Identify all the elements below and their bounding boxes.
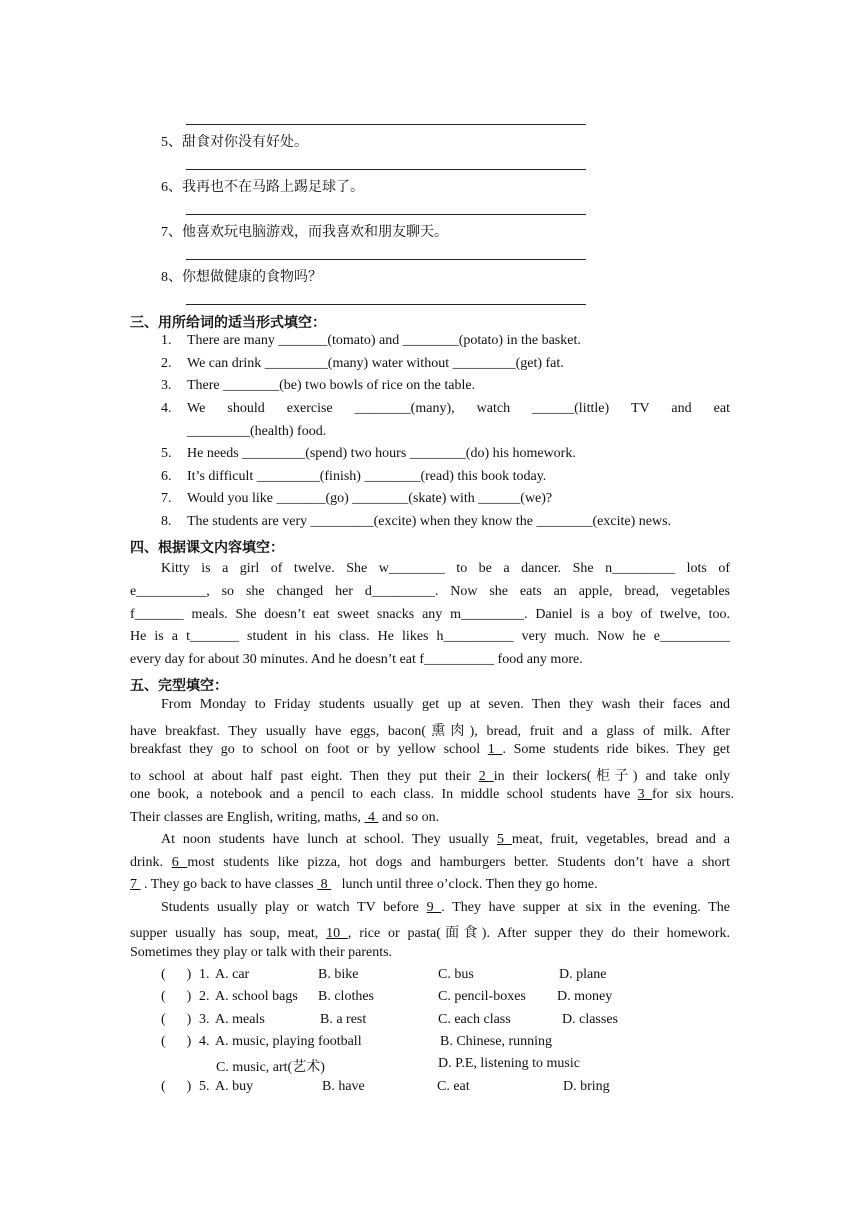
answer-bracket: ( ) [161,1034,192,1049]
option-b: B. bike [318,967,359,982]
answer-line [186,259,586,260]
option-a: A. buy [215,1079,254,1094]
passage-line: to school at about half past eight. Then they put their 2 in their lockers(柜子) and take only [130,769,731,784]
passage-line: At noon students have lunch at school. They usually 5 meat, fruit, vegetables, bread and a [161,832,730,847]
translation-item: 5、甜食对你没有好处。 [161,135,308,150]
option-b: B. Chinese, running [440,1034,552,1049]
passage-line: 7 . They go back to have classes 8 lunch until three o’clock. Then they go home. [130,877,598,892]
exercise-item: He needs _________(spend) two hours ________(do) his homework. [187,446,576,461]
exercise-item: The students are very _________(excite) when they know the ________(excite) news. [187,514,672,529]
option-c: C. each class [438,1012,511,1027]
passage-line: From Monday to Friday students usually get up at seven. Then they wash their faces and [161,697,730,712]
exercise-item: We can drink _________(many) water without _________(get) fat. [187,356,564,371]
exercise-item: We should exercise ________(many), watch ______(little) TV and eat [187,401,730,416]
option-a: A. car [215,967,250,982]
exercise-item: There ________(be) two bowls of rice on the table. [187,378,476,393]
option-c: C. pencil-boxes [438,989,526,1004]
blank-8: 8 [317,877,332,892]
blank-4: 4 [364,810,379,825]
blank-1: 1 [487,742,503,757]
translation-item: 6、我再也不在马路上踢足球了。 [161,180,364,195]
option-d: D. bring [563,1079,610,1094]
answer-bracket: ( ) [161,1079,192,1094]
passage-line: Their classes are English, writing, maths, 4 and so on. [130,810,440,825]
blank-2: 2 [478,769,494,784]
passage-line: Students usually play or watch TV before 9 . They have supper at six in the evening. The [161,900,730,915]
passage-line: every day for about 30 minutes. And he doesn’t eat f__________ food any more. [130,652,583,667]
section-heading: 四、根据课文内容填空： [130,541,284,556]
item-number: 5. [161,446,172,461]
answer-line [186,304,586,305]
option-c: C. music, art(艺术) [216,1060,325,1075]
option-a: A. school bags [215,989,298,1004]
answer-bracket: ( ) [161,967,192,982]
passage-line: have breakfast. They usually have eggs, bacon(熏肉), bread, fruit and a glass of milk. After [130,724,730,739]
option-b: B. clothes [318,989,374,1004]
translation-item: 7、他喜欢玩电脑游戏，而我喜欢和朋友聊天。 [161,225,448,240]
passage-line: supper usually has soup, meat, 10 , rice or pasta(面食). After supper they do their homework. [130,926,730,941]
passage-line: He is a t_______ student in his class. He likes h__________ very much. Now he e__________ [130,629,730,644]
answer-bracket: ( ) [161,989,192,1004]
choice-number: 1. [199,967,210,982]
passage-line: e__________, so she changed her d_________. Now she eats an apple, bread, vegetables [130,584,730,599]
exercise-item-continuation: _________(health) food. [187,424,327,439]
passage-line: f_______ meals. She doesn’t eat sweet snacks any m_________. Daniel is a boy of twelve, too. [130,607,730,622]
option-d: D. P.E, listening to music [438,1056,580,1071]
answer-line [186,169,586,170]
choice-number: 5. [199,1079,210,1094]
item-number: 1. [161,333,172,348]
item-number: 7. [161,491,172,506]
answer-bracket: ( ) [161,1012,192,1027]
blank-9: 9 [426,900,442,915]
item-number: 2. [161,356,172,371]
blank-7: 7 [130,877,141,892]
item-number: 4. [161,401,172,416]
option-c: C. eat [437,1079,470,1094]
item-number: 6. [161,469,172,484]
passage-line: breakfast they go to school on foot or by yellow school 1 . Some students ride bikes. They get [130,742,731,757]
section-heading: 五、完型填空： [130,679,228,694]
section-heading: 三、用所给词的适当形式填空： [130,316,326,331]
option-a: A. meals [215,1012,265,1027]
option-d: D. money [557,989,613,1004]
exercise-item: Would you like _______(go) ________(skate) with ______(we)? [187,491,553,506]
answer-line [186,214,586,215]
option-d: D. plane [559,967,607,982]
passage-line: drink. 6 most students like pizza, hot dogs and hamburgers better. Students don’t have a short [130,855,731,870]
item-number: 3. [161,378,172,393]
blank-6: 6 [171,855,188,870]
option-b: B. have [322,1079,365,1094]
blank-10: 10 [326,926,348,941]
passage-line: one book, a notebook and a pencil to each class. In middle school students have 3 for six hours. [130,787,734,802]
choice-number: 3. [199,1012,210,1027]
option-b: B. a rest [320,1012,367,1027]
choice-number: 4. [199,1034,210,1049]
blank-5: 5 [496,832,512,847]
exercise-item: There are many _______(tomato) and ________(potato) in the basket. [187,333,581,348]
blank-3: 3 [637,787,653,802]
item-number: 8. [161,514,172,529]
option-d: D. classes [562,1012,618,1027]
option-a: A. music, playing football [215,1034,362,1049]
choice-number: 2. [199,989,210,1004]
option-c: C. bus [438,967,474,982]
translation-item: 8、你想做健康的食物吗？ [161,270,322,285]
passage-line: Sometimes they play or talk with their parents. [130,945,393,960]
passage-line: Kitty is a girl of twelve. She w________ to be a dancer. She n_________ lots of [161,561,730,576]
answer-line [186,124,586,125]
exercise-item: It’s difficult _________(finish) ________(read) this book today. [187,469,547,484]
